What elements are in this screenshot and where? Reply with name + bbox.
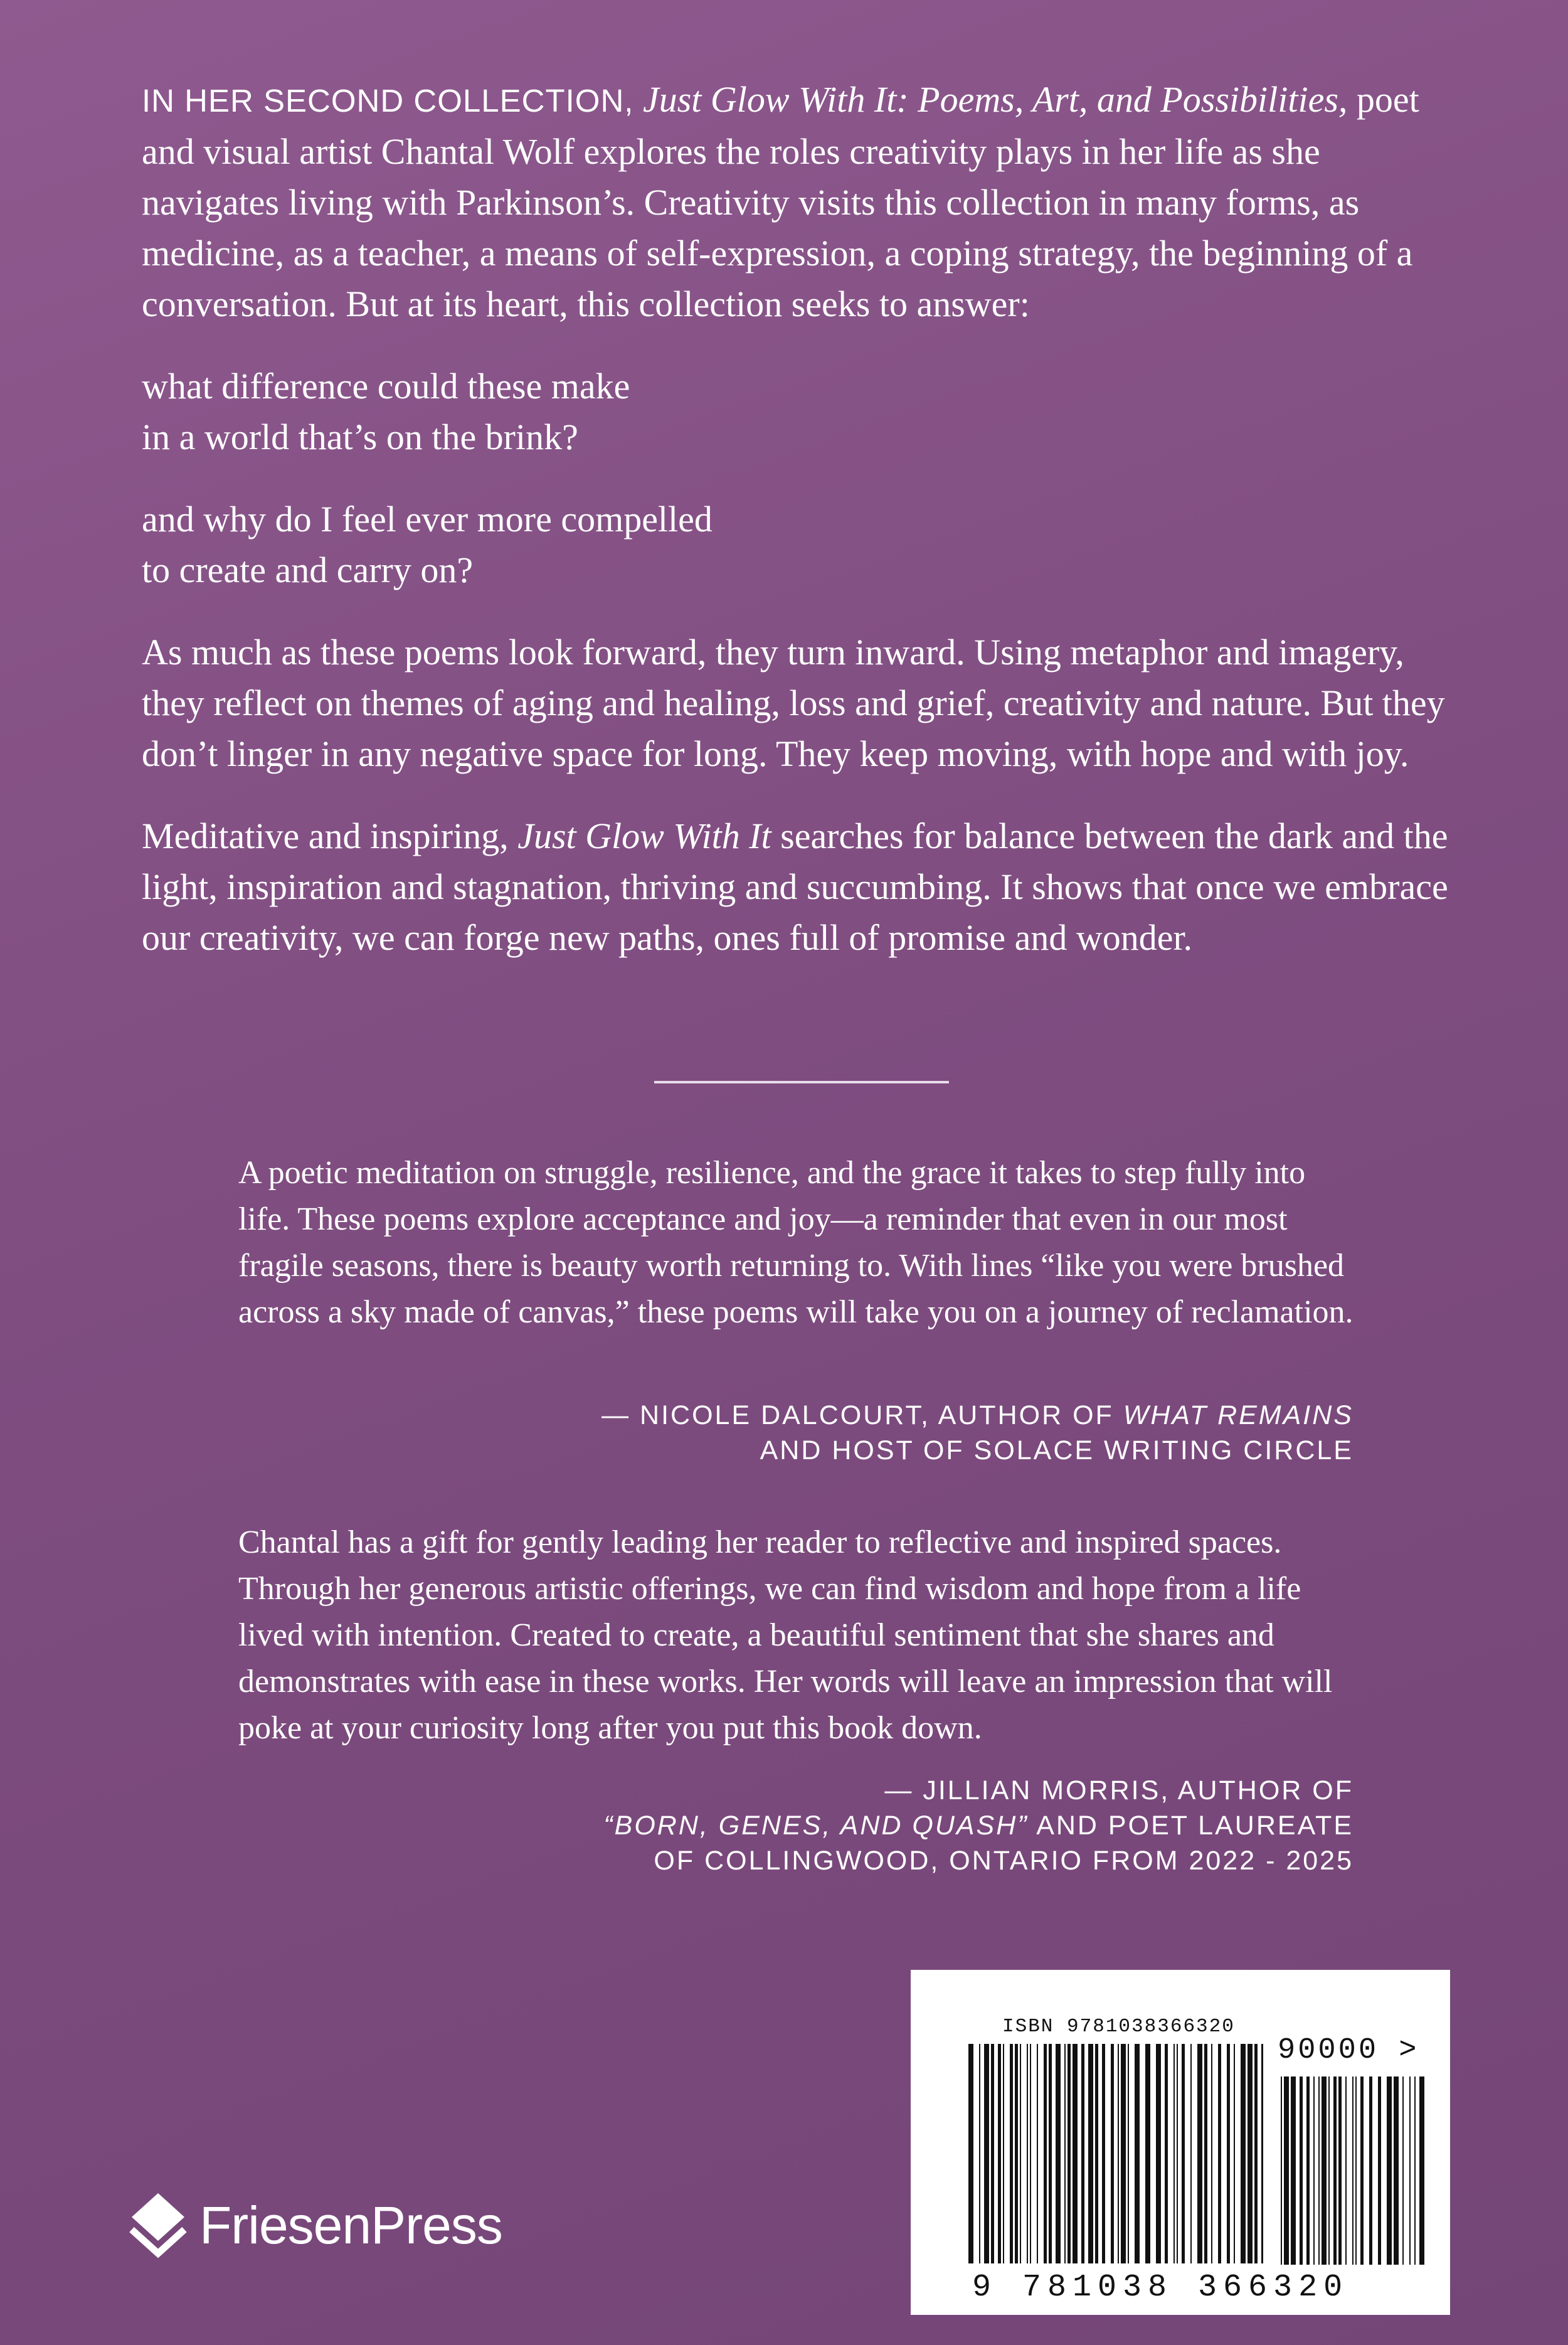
barcode-bar bbox=[1102, 2044, 1105, 2263]
barcode-bar bbox=[1135, 2044, 1140, 2263]
barcode-bar bbox=[1409, 2076, 1411, 2265]
barcode-bar bbox=[1003, 2044, 1004, 2263]
book-title-short: Just Glow With It bbox=[517, 816, 771, 856]
summary-lead: Meditative and inspiring, bbox=[142, 816, 509, 856]
summary-body: searches for balance between the dark and the light, inspiration and stagnation, thriving and succumbing. It shows that once we embrace our creativity, we can forge new paths, ones full of promise and wonder. bbox=[142, 816, 1448, 958]
barcode-bar bbox=[979, 2044, 980, 2263]
barcode-digits: 9 781038 366320 bbox=[972, 2270, 1349, 2305]
barcode-bar bbox=[1333, 2076, 1337, 2265]
barcode-bar bbox=[1313, 2076, 1315, 2265]
barcode-bar bbox=[1414, 2076, 1416, 2265]
barcode-bar bbox=[1073, 2044, 1078, 2263]
intro-body: poet and visual artist Chantal Wolf explores the roles creativity plays in her life as she navigates living with Parkinson’s. Creativity visits this collection in many forms, as medicine, as a teacher, a means of self-expression, a coping strategy, the beginning of a conversation. But at its heart, this collection seeks to answer: bbox=[142, 79, 1419, 324]
barcode-bar bbox=[1281, 2076, 1282, 2265]
barcode-bar bbox=[984, 2044, 989, 2263]
barcode-bar bbox=[998, 2044, 1001, 2263]
review-two-attribution-line-two bbox=[603, 1808, 1353, 1843]
barcode-bar bbox=[1318, 2076, 1320, 2265]
review-quote-two bbox=[238, 1519, 1355, 1752]
barcode-bar bbox=[1027, 2044, 1028, 2263]
ean-barcode-bars bbox=[968, 2044, 1263, 2282]
isbn-barcode bbox=[911, 1970, 1450, 2315]
barcode-bar bbox=[1322, 2076, 1327, 2265]
review-two-attribution-line-one: — JILLIAN MORRIS, AUTHOR OF bbox=[884, 1775, 1353, 1805]
barcode-bar bbox=[1234, 2044, 1235, 2263]
summary-paragraph bbox=[142, 811, 1459, 963]
barcode-bar bbox=[1010, 2044, 1013, 2263]
barcode-bar bbox=[1049, 2044, 1052, 2263]
barcode-bar bbox=[1190, 2044, 1192, 2263]
publisher-name: FriesenPress bbox=[199, 2195, 502, 2255]
review-two-text: Chantal has a gift for gently leading her reader to reflective and inspired spaces. Through her generous artistic offerings, we can find wisdom and hope from a life lived with intention. Created to create, a beautiful sentiment that she shares and demonstrates with ease in these works. Her words will leave an impression that will poke at your curiosity long after you put this book down. bbox=[238, 1524, 1333, 1746]
barcode-bar bbox=[1338, 2076, 1342, 2265]
barcode-bar bbox=[968, 2044, 973, 2263]
review-two-book-title: “BORN, GENES, AND QUASH” bbox=[603, 1811, 1029, 1841]
verse-one-line-two: in a world that’s on the brink? bbox=[142, 417, 578, 457]
barcode-bar bbox=[1378, 2076, 1381, 2265]
barcode-bar bbox=[1037, 2044, 1038, 2263]
review-one-text: A poetic meditation on struggle, resilience, and the grace it takes to step fully into life. These poems explore acceptance and joy—a reminder that even in our most fragile seasons, there is beauty worth returning to. With lines “like you were brushed across a sky made of canvas,” these poems will take you on a journey of reclamation. bbox=[238, 1155, 1353, 1330]
price-code: 90000 > bbox=[1278, 2034, 1419, 2067]
barcode-bar bbox=[1394, 2076, 1399, 2265]
barcode-bar bbox=[1173, 2044, 1175, 2263]
isbn-label: ISBN 9781038366320 bbox=[1002, 2016, 1235, 2038]
barcode-bar bbox=[1355, 2076, 1357, 2265]
barcode-bar bbox=[1121, 2044, 1126, 2263]
barcode-bar bbox=[1300, 2076, 1303, 2265]
review-two-attribution-line-three: OF COLLINGWOOD, ONTARIO FROM 2022 - 2025 bbox=[654, 1846, 1353, 1876]
barcode-bar bbox=[1218, 2044, 1221, 2263]
verse-two-line-two: to create and carry on? bbox=[142, 550, 474, 590]
review-one-attribution-line-one bbox=[601, 1398, 1353, 1433]
barcode-bar bbox=[1284, 2076, 1289, 2265]
review-one-attribution-line-two: AND HOST OF SOLACE WRITING CIRCLE bbox=[760, 1435, 1353, 1465]
book-description bbox=[142, 74, 1459, 994]
themes-paragraph: As much as these poems look forward, they turn inward. Using metaphor and imagery, they reflect on themes of aging and healing, loss and grief, creativity and nature. But they don’t linger in any negative space for long. They keep moving, with hope and with joy. bbox=[142, 632, 1445, 774]
verse-one bbox=[142, 361, 1459, 462]
barcode-bar bbox=[1128, 2044, 1129, 2263]
review-one-attribution bbox=[601, 1398, 1353, 1468]
barcode-bar bbox=[1352, 2076, 1353, 2265]
barcode-bar bbox=[1177, 2044, 1178, 2263]
verse-two bbox=[142, 494, 1459, 595]
barcode-bar bbox=[1088, 2044, 1093, 2263]
barcode-bar bbox=[1111, 2044, 1114, 2263]
barcode-bar bbox=[1291, 2076, 1296, 2265]
barcode-bar bbox=[1145, 2044, 1150, 2263]
verse-one-line-one: what difference could these make bbox=[142, 366, 630, 407]
barcode-bar bbox=[1254, 2044, 1258, 2263]
barcode-bar bbox=[1118, 2044, 1119, 2263]
barcode-bar bbox=[1020, 2044, 1021, 2263]
barcode-bar bbox=[1067, 2044, 1071, 2263]
barcode-bar bbox=[1328, 2076, 1330, 2265]
publisher-logo bbox=[125, 2191, 502, 2260]
section-divider bbox=[654, 1081, 949, 1083]
barcode-bar bbox=[1156, 2044, 1161, 2263]
intro-caps-lead: IN HER SECOND COLLECTION, bbox=[142, 83, 634, 119]
review-two-role: AND POET LAUREATE bbox=[1036, 1811, 1353, 1841]
barcode-bar bbox=[1402, 2076, 1404, 2265]
verse-two-line-one: and why do I feel ever more compelled bbox=[142, 499, 712, 540]
barcode-bar bbox=[1360, 2076, 1364, 2265]
review-two-attribution bbox=[603, 1773, 1353, 1878]
diamond-stack-icon bbox=[125, 2191, 191, 2260]
book-title-full: Just Glow With It: Poems, Art, and Possibilities, bbox=[642, 79, 1348, 120]
barcode-bar bbox=[1248, 2044, 1253, 2263]
barcode-bar bbox=[1095, 2044, 1098, 2263]
barcode-bar bbox=[1044, 2044, 1047, 2263]
barcode-bar bbox=[1197, 2044, 1202, 2263]
barcode-bar bbox=[1387, 2076, 1392, 2265]
intro-paragraph bbox=[142, 74, 1459, 329]
barcode-bar bbox=[991, 2044, 994, 2263]
barcode-bar bbox=[1064, 2044, 1066, 2263]
review-one-author: — NICOLE DALCOURT, AUTHOR OF bbox=[601, 1400, 1114, 1430]
barcode-bar bbox=[1056, 2044, 1061, 2263]
review-quote-one bbox=[238, 1150, 1355, 1336]
barcode-bar bbox=[1211, 2044, 1212, 2263]
barcode-bar bbox=[1227, 2044, 1230, 2263]
barcode-bar bbox=[1182, 2044, 1185, 2263]
barcode-bar bbox=[1204, 2044, 1207, 2263]
barcode-bar bbox=[1369, 2076, 1372, 2265]
barcode-bar bbox=[1081, 2044, 1084, 2263]
review-one-book-title: WHAT REMAINS bbox=[1123, 1400, 1353, 1430]
barcode-bar bbox=[1015, 2044, 1018, 2263]
barcode-bar bbox=[1419, 2076, 1424, 2265]
barcode-bar bbox=[1345, 2076, 1347, 2265]
barcode-bar bbox=[1165, 2044, 1168, 2263]
barcode-bar bbox=[1306, 2076, 1310, 2265]
barcode-bar bbox=[1261, 2044, 1263, 2263]
barcode-bar bbox=[1241, 2044, 1246, 2263]
barcode-bar bbox=[1030, 2044, 1031, 2263]
addon-barcode-bars bbox=[1281, 2076, 1425, 2265]
